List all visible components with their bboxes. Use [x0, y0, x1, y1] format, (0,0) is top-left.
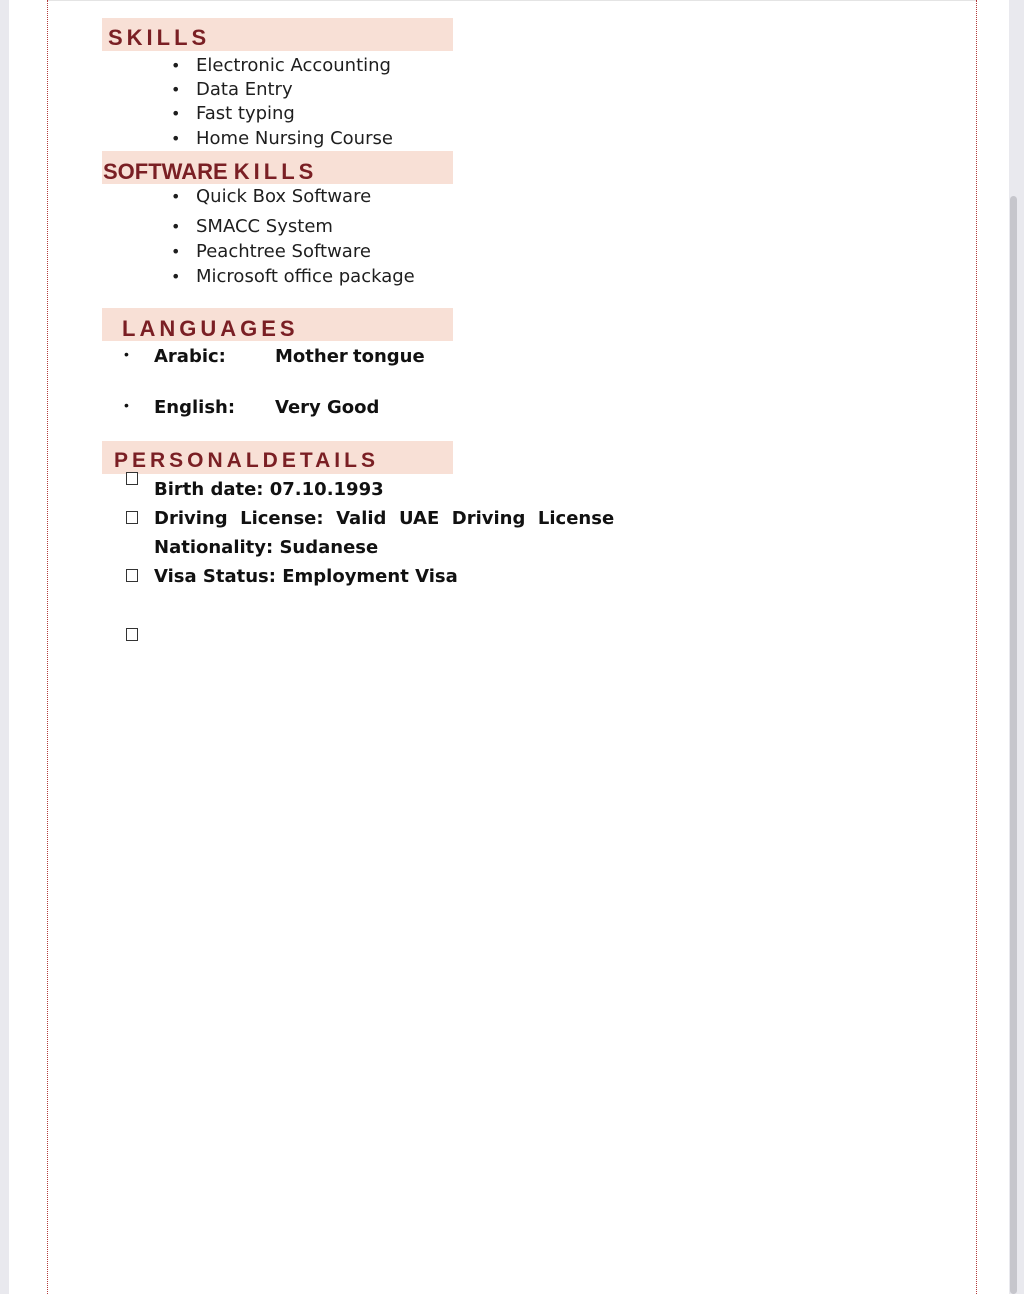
nationality: Nationality: Sudanese	[154, 537, 379, 558]
languages-heading: LANGUAGES	[122, 316, 299, 341]
personal-details-heading: PERSONALDETAILS	[114, 449, 379, 472]
language-bullet: •	[124, 346, 129, 362]
driving-license: Driving License: Valid UAE Driving License	[154, 508, 615, 529]
software-skill-item: • Quick Box Software	[171, 186, 372, 207]
software-skill-item: • Microsoft office package	[171, 266, 415, 287]
document-page	[9, 0, 1009, 1294]
software-skills-heading: SOFTWARE KILLS	[103, 159, 318, 184]
software-skill-item: • Peachtree Software	[171, 241, 371, 262]
skill-item: • Data Entry	[171, 79, 293, 100]
language-name: English:	[154, 397, 236, 418]
birth-date: Birth date: 07.10.1993	[154, 479, 384, 500]
language-name: Arabic:	[154, 346, 226, 367]
language-level: Mother	[275, 346, 348, 367]
checkbox-icon	[126, 472, 138, 485]
skill-item: • Fast typing	[171, 103, 295, 124]
skills-heading: SKILLS	[108, 25, 211, 50]
checkbox-icon	[126, 628, 138, 641]
visa-status: Visa Status: Employment Visa	[154, 566, 458, 587]
page-left-border	[47, 0, 48, 1294]
checkbox-icon	[126, 511, 138, 524]
checkbox-icon	[126, 569, 138, 582]
language-bullet: •	[124, 397, 129, 413]
page-top-border	[47, 0, 976, 1]
software-skill-item: • SMACC System	[171, 216, 333, 237]
skill-item: • Home Nursing Course	[171, 128, 393, 149]
language-level: tongue	[353, 346, 425, 367]
page-right-border	[976, 0, 977, 1294]
vertical-scrollbar[interactable]	[1010, 196, 1017, 1294]
skill-item: • Electronic Accounting	[171, 55, 391, 76]
language-level: Very Good	[275, 397, 380, 418]
